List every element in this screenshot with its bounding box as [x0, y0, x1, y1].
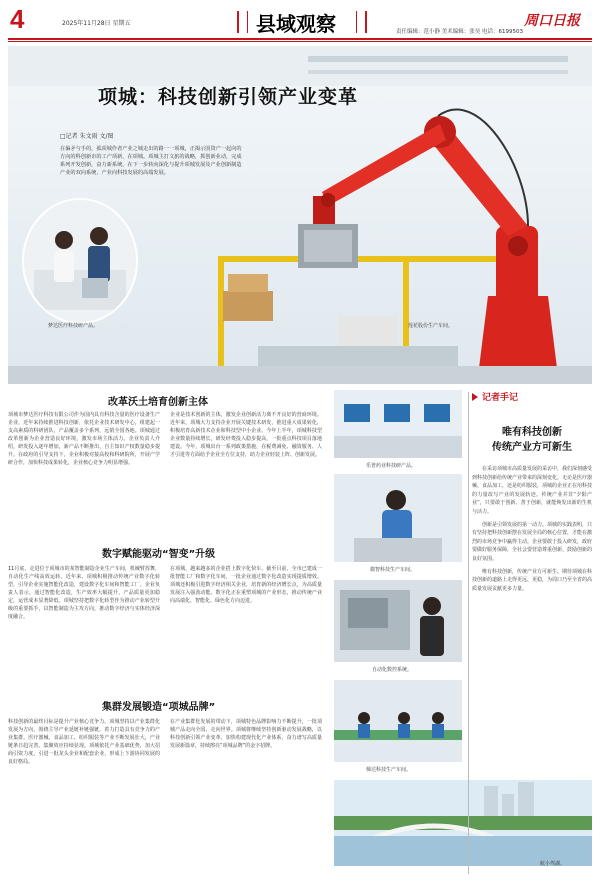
reporter-note-body-2: 创新是引领发展的第一动力。项城的实践表明，只有坚持把科技创新摆在发展全局的核心位置，才能在激烈的市场竞争中赢得主动。企业要敢于投入研发，政府要做好服务保障，全社会要营造尊重创新、鼓励创新的良好氛围。	[472, 521, 593, 562]
article-subheading-3: 集群发展锻造“项城品牌”	[102, 702, 216, 713]
article-subheading-2: 数字赋能驱动“智变”升级	[102, 549, 216, 560]
page-number: 4	[10, 4, 25, 34]
reporter-note-title-line1: 唯有科技创新	[502, 427, 562, 438]
machine-icon	[334, 580, 462, 662]
article-2-column-2: 在项城，越来越多的企业搭上数字化快车。截至目前，全市已建成一批智能工厂和数字化车间，一批企业通过数字化改造实现提质增效。项城还积极引进数字经济相关企业，培育新的经济增长点，为高质量发展注入强劲动能。数字化正在重塑项城的产业形态，推动传统产业向高端化、智能化、绿色化方向迈进。	[170, 566, 322, 604]
article-headline: 项城：科技创新引领产业变革	[98, 86, 359, 108]
section-title: 县域观察	[256, 12, 336, 36]
header-rule	[8, 38, 592, 40]
reporter-note-body-3: 唯有科技创新，传统产业方可新生。期待项城在科技创新的道路上走得更远、更稳，为周口乃至全省的高质量发展贡献更多力量。	[472, 568, 593, 592]
reporter-note-label: 记者手记	[482, 393, 519, 403]
arrow-icon	[472, 393, 478, 401]
article-1-column-1: 项城市梦达医疗科技有限公司作为国内具有科技含量的医疗设备生产企业，近年来持续推进科技创新，依托企业技术研发中心，组建起一支高素质的科研团队，产品覆盖多个系列，远销全国各地。项城通过改革创新为企业营造良好环境，激发市场主体活力。企业负责人介绍，研发投入逐年增加，新产品不断推出，自主知识产权数量稳步提升。在政府的引导支持下，企业积极对接高校和科研院所，开展产学研合作，加快科技成果转化，企业核心竞争力明显增强。	[8, 412, 160, 466]
article-3-column-1: 科技创新的最终目标是提升产业核心竞争力。项城坚持以产业集群化发展为方向，围绕主导产业延链补链强链，着力打造具有竞争力的产业集群。医疗器械、食品加工、纺织服装等产业不断发展壮大，产业链条日趋完善，集聚效应持续显现。项城依托产业基础优势，加大招商引资力度，引进一批龙头企业和配套企业，形成上下游协同发展的良好格局。	[8, 719, 160, 765]
article-byline: □记者 朱文雨 文/图	[60, 133, 114, 140]
photo-caption-4: 梯达科技生产车间。	[366, 767, 412, 773]
inset-photo-circle	[22, 198, 138, 324]
photo-cnc-machine	[334, 580, 462, 662]
photo-caption-3: 自动化数控系统。	[372, 667, 413, 673]
reporter-note	[472, 390, 592, 593]
reporter-note-title	[472, 425, 592, 455]
article-2-column-1: 11月底，走进位于项城市的某智能制造企业生产车间，机械臂挥舞，自动化生产线高效运转。近年来，项城积极推动传统产业数字化转型，引导企业实施智能化改造，建设数字化车间和智能工厂。企业负责人表示，通过智能化改造，生产效率大幅提升，产品质量更加稳定，运营成本显著降低。项城坚持把数字化转型作为推动产业转型升级的重要抓手，以智能制造为主攻方向，推动数字经济与实体经济深度融合。	[8, 566, 160, 620]
section-title-bracket-right	[356, 11, 367, 33]
photo-production-line	[334, 680, 462, 762]
article-3-column-2: 在产业集群化发展的带动下，项城特色品牌影响力不断提升，一批项城产品走向全国、走向世界。项城将继续坚持创新驱动发展战略，以科技创新引领产业变革，加快构建现代化产业体系，奋力谱写高质量发展新篇章，持续擦亮“项城品牌”的金字招牌。	[170, 719, 322, 749]
article-subheading-1: 改革沃土培育创新主体	[108, 397, 208, 408]
article-lead: 在偏矛与手的，孤项城作者产业之城走出的路一一项城，正揭示国资产一起向的方向的科创新市的工产项新，在项城。项城主打文旅的战略，抓创新业动，完成系列开发创新，奋力新系统，在下一步转向深化与提升项城发展及产业创新制造产业的双向系统，产业向科技发展的高端发展。	[60, 146, 242, 176]
lake-bridge-icon	[334, 780, 592, 866]
photo-caption-2: 微智科技生产车间。	[370, 567, 416, 573]
lab-workers-photo	[24, 200, 136, 322]
article-1-column-2: 企业是技术创新的主体，激发企业创新活力离不开良好的营商环境。近年来，项城大力支持企业开展关键技术研发，推进重大成果转化，积极培育高新技术企业和科技型中小企业。今年上半年，项城科技型企业数量持续增长，研发经费投入稳步提高，一批重点科技项目落地建设。今年，项城出台一系列政策措施，在税费减免、融资服务、人才引进等方面给予企业全方位支持，助力企业轻装上阵、创新发展。	[170, 412, 322, 458]
reporter-note-body-1: 在采访项城市高质量发展的采访中，我们深刻感受到科技创新给传统产业带来的深刻变化。无论是医疗器械、食品加工，还是纺织服装，项城的企业正在用科技的力量改写产业的发展轨迹。传统产业并非“夕阳产业”，只要敢于创新、善于创新，就能焕发出新的生机与活力。	[472, 466, 593, 515]
section-title-bracket-left	[237, 11, 248, 33]
screens-icon	[334, 390, 462, 458]
editor-credits: 责任编辑：范小静 美术编辑：张昊 电话：6199503	[396, 29, 523, 35]
reporter-note-title-line2: 传统产业方可新生	[492, 442, 572, 453]
production-line-icon	[334, 680, 462, 762]
masthead	[0, 0, 600, 40]
newspaper-logo: 周口日报	[524, 13, 580, 29]
photo-lake-bridge	[334, 780, 592, 866]
hero-photo-caption: 莲花股份生产车间。	[408, 323, 454, 329]
reporter-note-label-row	[472, 390, 592, 403]
photo-lab-screens	[334, 390, 462, 458]
worker-icon	[334, 474, 462, 562]
inset-photo-caption: 梦达医疗科技研产品。	[48, 323, 99, 329]
issue-date: 2025年11月28日 星期五	[62, 20, 131, 27]
header-rule-thin	[8, 41, 592, 42]
photo-caption-1: 乐普药业科技研产品。	[366, 463, 417, 469]
column-divider	[468, 392, 469, 874]
photo-worker-microscope	[334, 474, 462, 562]
photo-caption-5: 航小驾湖。	[540, 861, 566, 867]
